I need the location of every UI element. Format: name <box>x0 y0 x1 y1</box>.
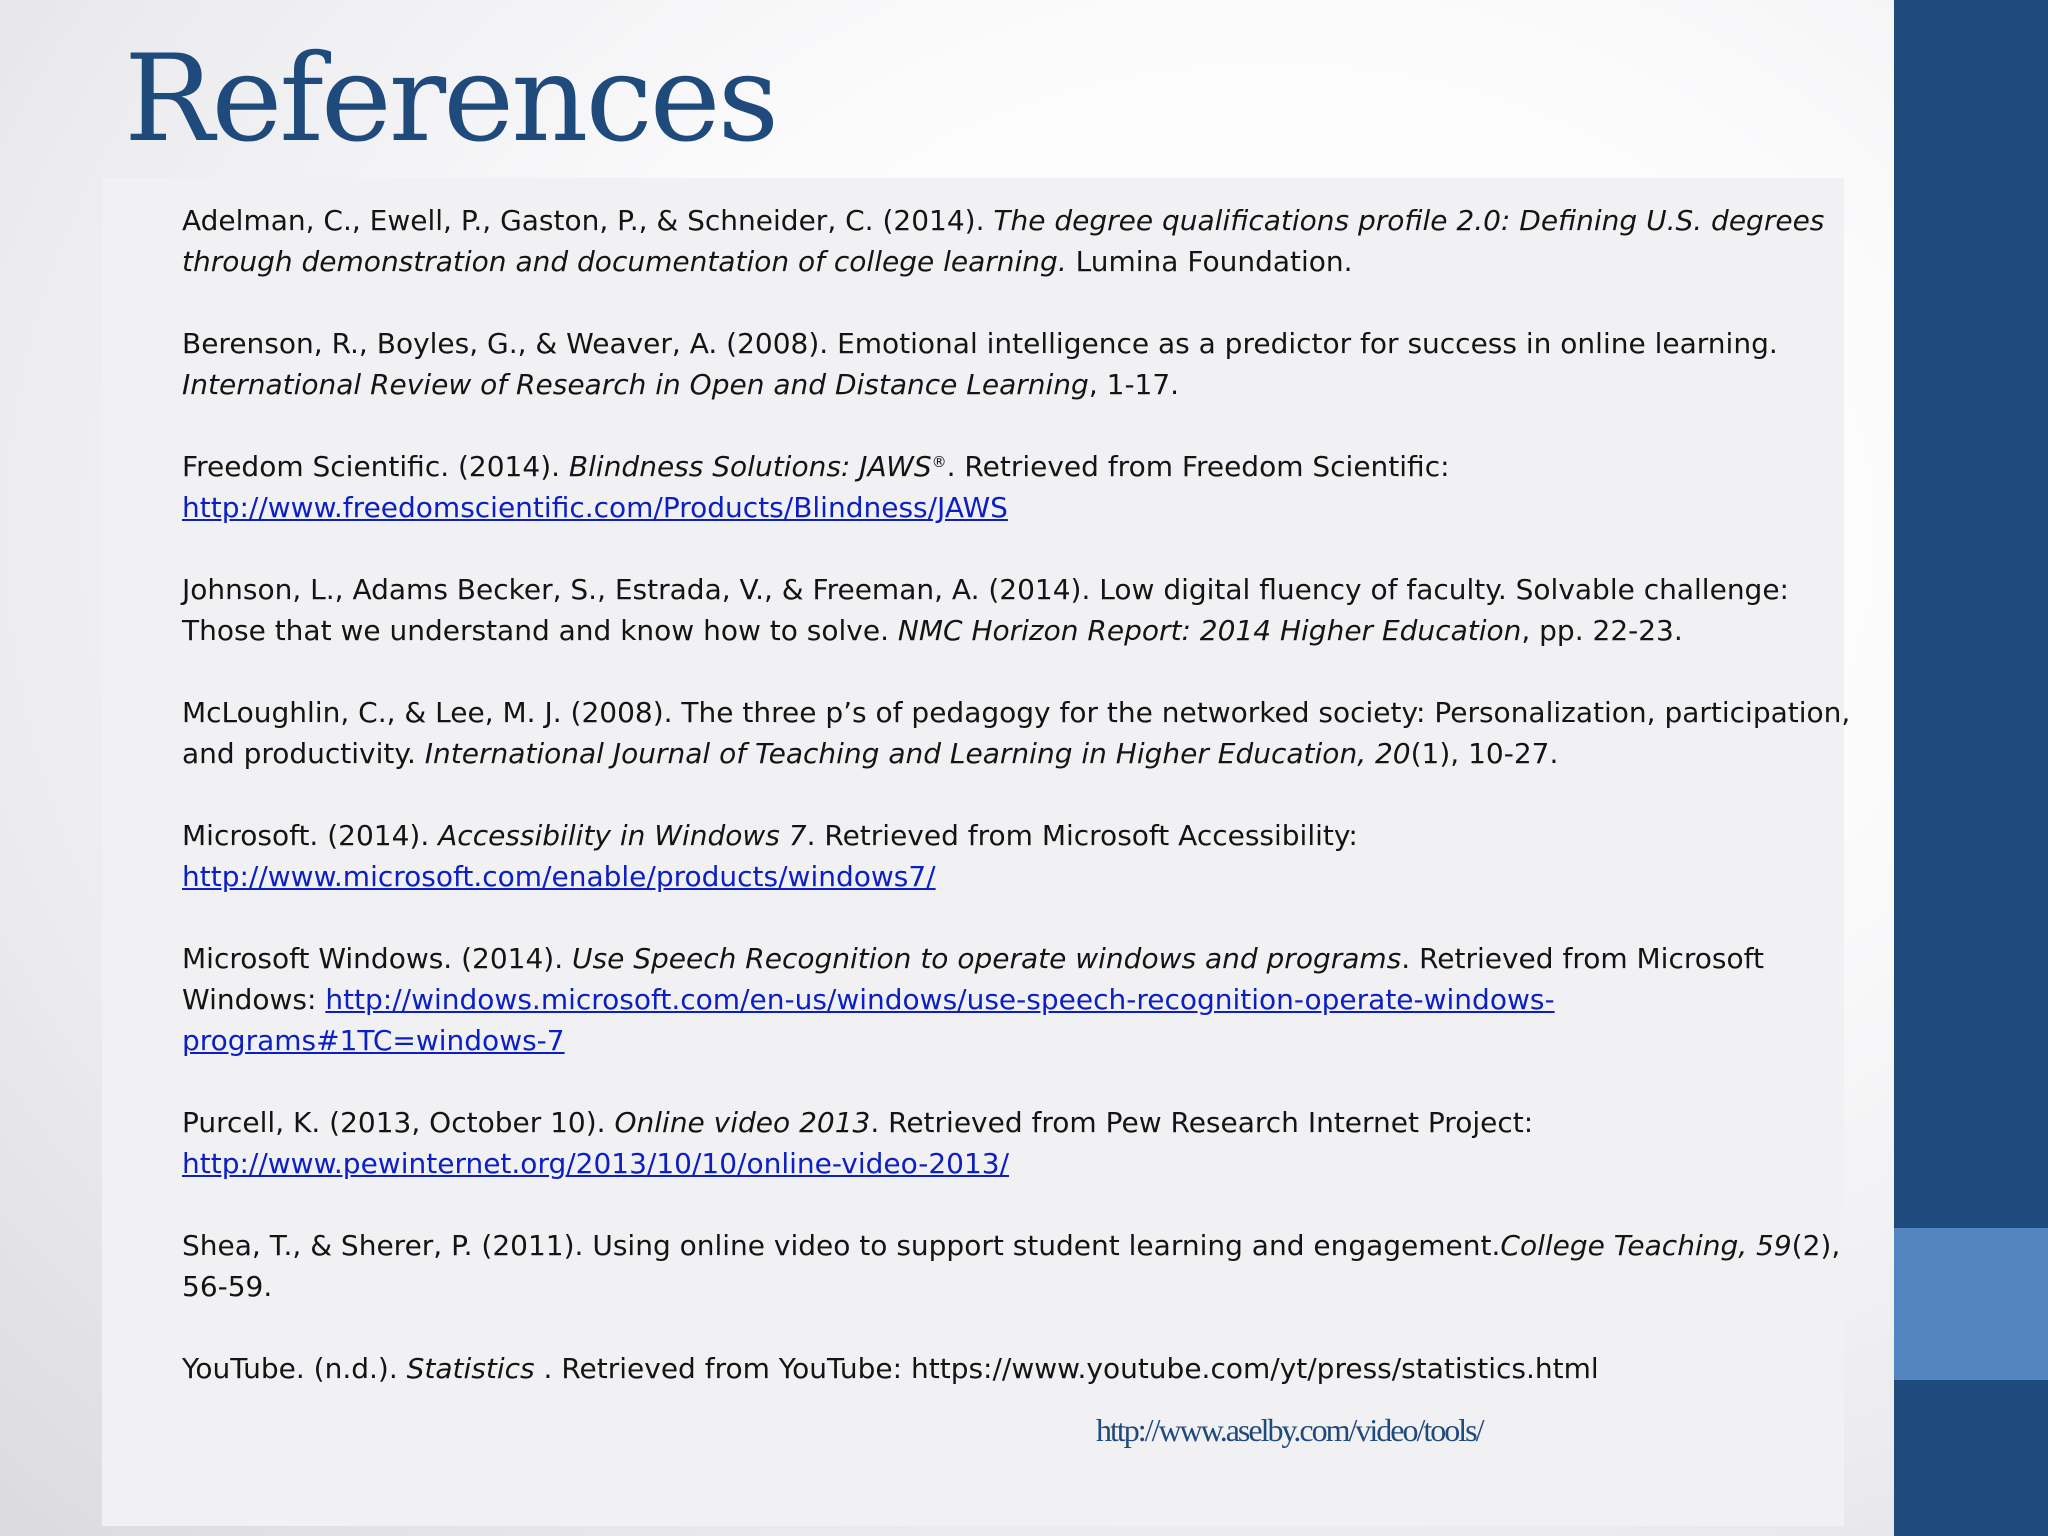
reference-text: YouTube. (n.d.). <box>182 1352 407 1385</box>
reference-link-microsoft[interactable]: http://www.microsoft.com/enable/products/windows7/ <box>182 860 936 893</box>
footer-source-url: http://www.aselby.com/video/tools/ <box>1096 1412 1483 1448</box>
reference-text: Berenson, R., Boyles, G., & Weaver, A. (2008). Emotional intelligence as a predictor for success in online learning. <box>182 327 1778 360</box>
reference-journal: College Teaching, 59 <box>1500 1229 1792 1262</box>
reference-text: Microsoft Windows. (2014). <box>182 942 573 975</box>
reference-text: Adelman, C., Ewell, P., Gaston, P., & Schneider, C. (2014). <box>182 204 994 237</box>
sidebar-accent-block <box>1894 1228 2048 1380</box>
reference-text: McLoughlin, C., & Lee, M. J. (2008). The three p’s of pedagogy for the networked society: Personalization, participation, and productivity. <box>182 696 1851 770</box>
reference-shea <box>182 1225 1862 1307</box>
reference-link-pew[interactable]: http://www.pewinternet.org/2013/10/10/online-video-2013/ <box>182 1147 1010 1180</box>
reference-journal: International Review of Research in Open and Distance Learning <box>182 368 1089 401</box>
reference-text: . Retrieved from Microsoft Accessibility: <box>806 819 1358 852</box>
reference-title: The degree qualifications profile 2.0: Defining U.S. degrees through demonstration and documentation of college learning. <box>182 204 1825 278</box>
reference-purcell <box>182 1102 1862 1184</box>
reference-title: Online video 2013 <box>614 1106 871 1139</box>
reference-title: Statistics <box>406 1352 535 1385</box>
reference-text: , pp. 22-23. <box>1521 614 1683 647</box>
reference-text: . Retrieved from Microsoft Windows: <box>182 942 1764 1016</box>
reference-text: Microsoft. (2014). <box>182 819 439 852</box>
reference-text: . Retrieved from Freedom Scientific: <box>946 450 1450 483</box>
reference-text: Shea, T., & Sherer, P. (2011). Using online video to support student learning and engagement. <box>182 1229 1501 1262</box>
references-panel <box>102 178 1851 1526</box>
reference-text: . Retrieved from YouTube: https://www.youtube.com/yt/press/statistics.html <box>534 1352 1599 1385</box>
reference-berenson <box>182 323 1862 405</box>
reference-text: (2), 56-59. <box>182 1229 1841 1303</box>
reference-title: Blindness Solutions: JAWS <box>568 450 932 483</box>
registered-mark: ® <box>931 453 947 471</box>
reference-journal: International Journal of Teaching and Learning in Higher Education, 20 <box>424 737 1411 770</box>
reference-johnson <box>182 569 1862 651</box>
reference-text: (1), 10-27. <box>1410 737 1559 770</box>
reference-title: Use Speech Recognition to operate windows and programs <box>572 942 1402 975</box>
reference-text: Lumina Foundation. <box>1066 245 1353 278</box>
reference-text: Freedom Scientific. (2014). <box>182 450 569 483</box>
reference-text: , 1-17. <box>1088 368 1180 401</box>
reference-adelman <box>182 200 1862 282</box>
reference-list <box>182 200 1862 1430</box>
reference-text: Johnson, L., Adams Becker, S., Estrada, V., & Freeman, A. (2014). Low digital fluency of faculty. Solvable challenge: Those that we understand and know how to solve. <box>182 573 1789 647</box>
reference-microsoft <box>182 815 1862 897</box>
reference-link-freedom-scientific[interactable]: http://www.freedomscientific.com/Products/Blindness/JAWS <box>182 491 1008 524</box>
reference-freedom-scientific <box>182 446 1862 528</box>
reference-mcloughlin <box>182 692 1862 774</box>
reference-text: Purcell, K. (2013, October 10). <box>182 1106 615 1139</box>
reference-title: NMC Horizon Report: 2014 Higher Education <box>897 614 1522 647</box>
reference-youtube <box>182 1348 1862 1389</box>
slide-title: References <box>124 30 777 169</box>
reference-text: . Retrieved from Pew Research Internet Project: <box>870 1106 1534 1139</box>
reference-link-microsoft-windows[interactable]: http://windows.microsoft.com/en-us/windows/use-speech-recognition-operate-windows-programs#1TC=windows-7 <box>182 983 1555 1057</box>
reference-microsoft-windows <box>182 938 1862 1061</box>
reference-title: Accessibility in Windows 7 <box>438 819 807 852</box>
